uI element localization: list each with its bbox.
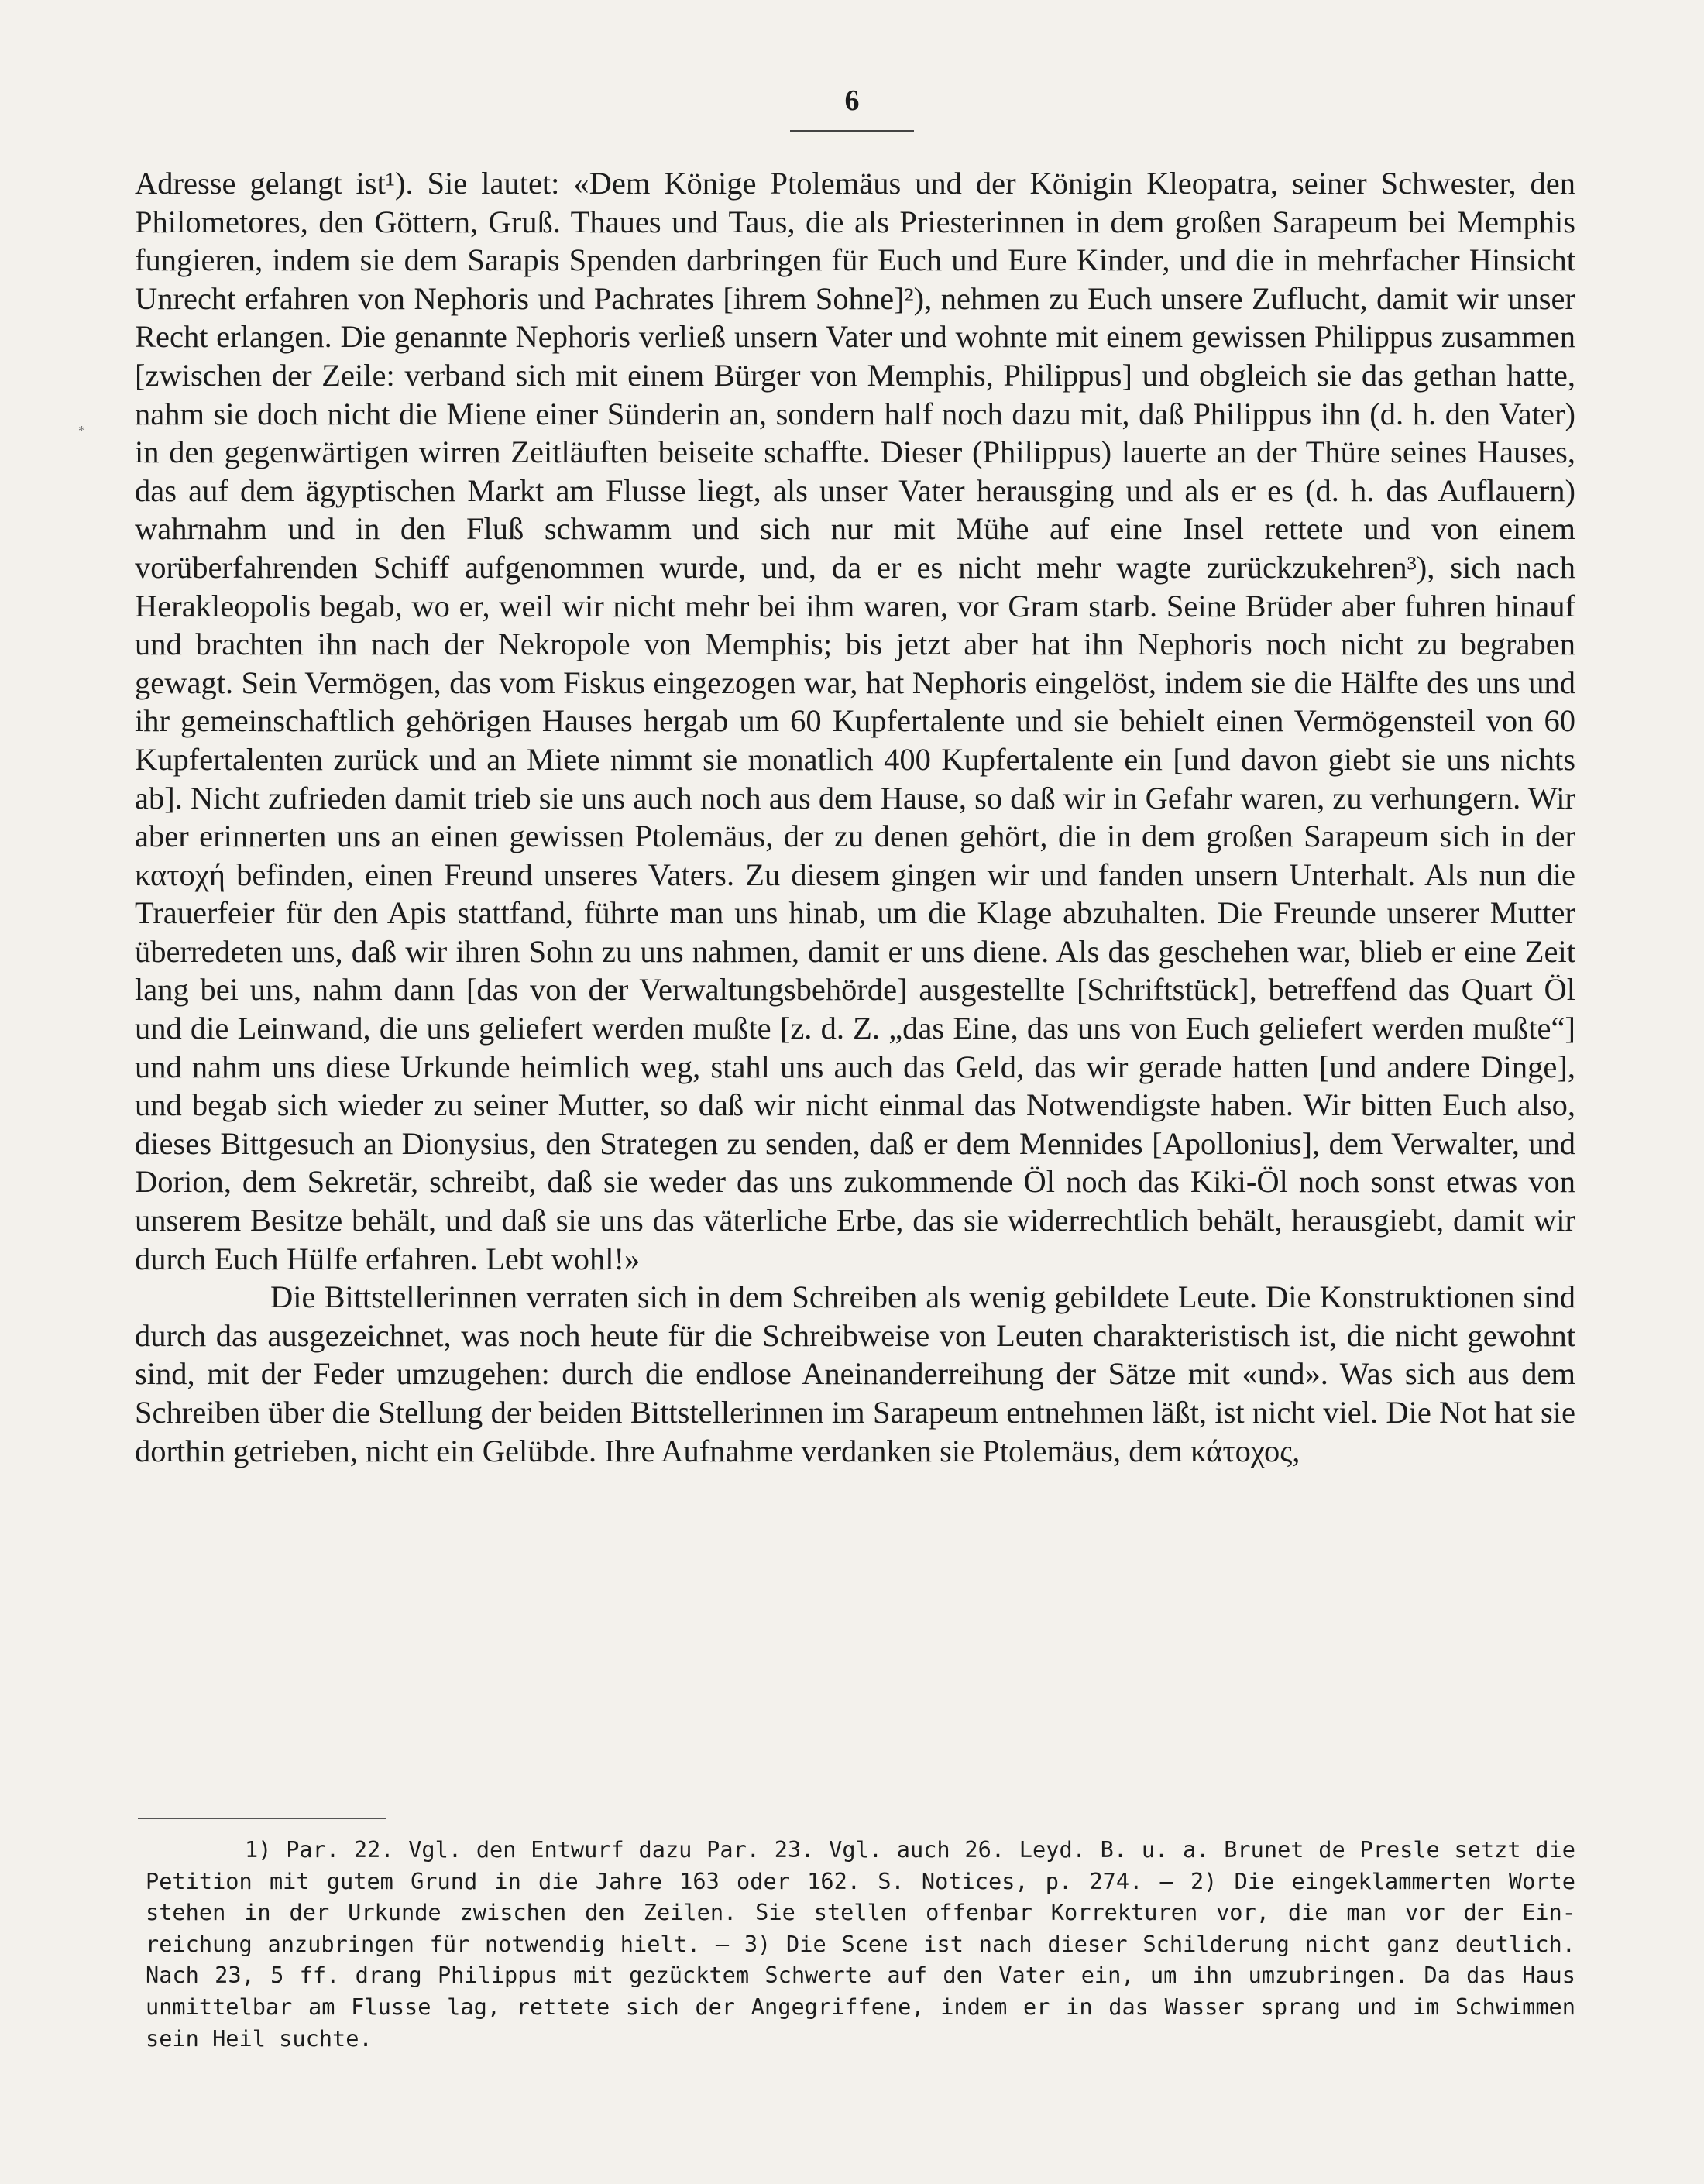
margin-mark: * bbox=[78, 423, 85, 438]
main-text bbox=[135, 164, 1575, 1470]
footnote-text: 1) Par. 22. Vgl. den Entwurf dazu Par. 23. Vgl. auch 26. Leyd. B. u. a. Brunet de Presle setzt die Petition mit gutem Grund in die Jahre 163 oder 162. S. Notices, p. 274. — 2) Die eingeklammerten Worte stehen in der Urkunde zwischen den Zeilen. Sie stellen offenbar Korrekturen vor, die man vor der Einreichung anzubringen für notwendig hielt. — 3) Die Scene ist nach dieser Schilderung nicht ganz deutlich. Nach 23, 5 ff. drang Philippus mit gezücktem Schwerte auf den Vater ein, um ihn umzubringen. Da das Haus unmittelbar am Flusse lag, rettete sich der Angegriffene, indem er in das Wasser sprang und im Schwimmen sein Heil suchte. bbox=[146, 1836, 1575, 2052]
paragraph-petition: Adresse gelangt ist¹). Sie lautet: «Dem Könige Ptolemäus und der Königin Kleopatra, seiner Schwester, den Philometores, den Göttern, Gruß. Thaues und Taus, die als Priesterinnen in dem großen Sarapeum bei Memphis fungieren, indem sie dem Sarapis Spenden darbringen für Euch und Eure Kinder, und die in mehrfacher Hinsicht Unrecht erfahren von Nephoris und Pachrates [ihrem Sohne]²), nehmen zu Euch unsere Zuflucht, damit wir unser Recht erlangen. Die genannte Nephoris verließ unsern Vater und wohnte mit einem gewissen Philippus zusammen [zwischen der Zeile: verband sich mit einem Bürger von Memphis, Philippus] und obgleich sie das gethan hatte, nahm sie doch nicht die Miene einer Sünderin an, sondern half noch dazu mit, daß Philippus ihn (d. h. den Vater) in den gegenwärtigen wirren Zeitläuften beiseite schaffte. Dieser (Philippus) lauerte an der Thüre seines Hauses, das auf dem ägyptischen Markt am Flusse liegt, als unser Vater herausging und als er es (d. h. das Auflauern) wahrnahm und in den Fluß schwamm und sich nur mit Mühe auf eine Insel rettete und von einem vorüberfahrenden Schiff aufgenommen wurde, und, da er es nicht mehr wagte zurückzukehren³), sich nach Herakleopolis begab, wo er, weil wir nicht mehr bei ihm waren, vor Gram starb. Seine Brüder aber fuhren hinauf und brachten ihn nach der Nekropole von Memphis; bis jetzt aber hat ihn Nephoris noch nicht zu begraben gewagt. Sein Vermögen, das vom Fiskus eingezogen war, hat Nephoris eingelöst, indem sie die Hälfte des uns und ihr gemeinschaftlich gehörigen Hauses hergab um 60 Kupfertalente und sie behielt einen Vermögensteil von 60 Kupfertalenten zurück und an Miete nimmt sie monatlich 400 Kupfertalente ein [und davon giebt sie uns nichts ab]. Nicht zufrieden damit trieb sie uns auch noch aus dem Hause, so daß wir in Gefahr waren, zu verhungern. Wir aber erinnerten uns an einen gewissen Ptolemäus, der zu denen gehört, die in dem großen Sarapeum sich in der κατοχή befinden, einen Freund unseres Vaters. Zu diesem gingen wir und fanden unsern Unterhalt. Als nun die Trauerfeier für den Apis stattfand, führte man uns hinab, um die Klage abzuhalten. Die Freunde unserer Mutter überredeten uns, daß wir ihren Sohn zu uns nahmen, damit er uns diene. Als das geschehen war, blieb er eine Zeit lang bei uns, nahm dann [das von der Verwaltungsbehörde] ausgestellte [Schriftstück], betreffend das Quart Öl und die Leinwand, die uns geliefert werden mußte [z. d. Z. „das Eine, das uns von Euch geliefert werden mußte“] und nahm uns diese Urkunde heimlich weg, stahl uns auch das Geld, das wir gerade hatten [und andere Dinge], und begab sich wieder zu seiner Mutter, so daß wir nicht einmal das Notwendigste haben. Wir bitten Euch also, dieses Bittgesuch an Dionysius, den Strategen zu senden, daß er dem Mennides [Apollonius], dem Verwalter, und Dorion, dem Sekretär, schreibt, daß sie weder das uns zukommende Öl noch das Kiki-Öl noch sonst etwas von unserem Besitze behält, und daß sie uns das väterliche Erbe, das sie widerrechtlich behält, herausgiebt, damit wir durch Euch Hülfe erfahren. Lebt wohl!» bbox=[135, 166, 1575, 1276]
page-number-rule bbox=[790, 130, 914, 132]
page-number: 6 bbox=[844, 84, 860, 117]
footnotes bbox=[146, 1834, 1575, 2054]
footnote-rule bbox=[138, 1818, 386, 1819]
paragraph-commentary: Die Bittstellerinnen verraten sich in dem Schreiben als wenig gebildete Leute. Die Konstruktionen sind durch das ausgezeichnet, was noch heute für die Schreibweise von Leuten charakteristisch ist, die nicht gewohnt sind, mit der Feder umzugehen: durch die endlose Aneinanderreihung der Sätze mit «und». Was sich aus dem Schreiben über die Stellung der beiden Bittstellerinnen im Sarapeum entnehmen läßt, ist nicht viel. Die Not hat sie dorthin getrieben, nicht ein Gelübde. Ihre Aufnahme verdanken sie Ptolemäus, dem κάτοχος, bbox=[135, 1279, 1575, 1468]
